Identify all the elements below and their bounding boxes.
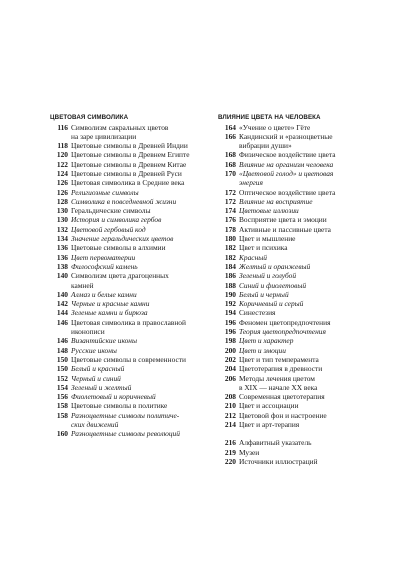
page-number: 122: [56, 159, 68, 169]
page-number: 164: [224, 122, 236, 132]
toc-entry: [50, 308, 208, 317]
entry-title: [239, 281, 378, 290]
entry-title-line: Синестезия: [239, 308, 276, 318]
entry-title-line: Феномен цветопредпочтения: [239, 317, 331, 327]
entry-title: [239, 215, 378, 224]
toc-entry: [218, 169, 378, 188]
toc-column-color-influence: [218, 113, 378, 466]
page-number: 146: [56, 336, 68, 346]
toc-entry: [50, 178, 208, 187]
toc-entry: [50, 197, 208, 206]
entry-title: [239, 123, 378, 132]
section-heading: ВЛИЯНИЕ ЦВЕТА НА ЧЕЛОВЕКА: [218, 114, 321, 121]
entry-title-line: энергия: [239, 178, 263, 188]
page-number: 190: [224, 289, 236, 299]
toc-entry: [218, 364, 378, 373]
entry-title: [239, 336, 378, 345]
entry-title-line: Цвет первоматерии: [71, 252, 136, 262]
toc-entry: [218, 197, 378, 206]
entry-title-line: Русские иконы: [71, 345, 117, 355]
entry-title: [71, 308, 208, 317]
toc-entry: [218, 308, 378, 317]
entry-title: [71, 123, 208, 142]
entry-title: [239, 420, 378, 429]
toc-entry: [218, 234, 378, 243]
toc-entry: [218, 253, 378, 262]
entry-title-line: Цветотерапия в древности: [239, 364, 323, 374]
toc-entry: [50, 392, 208, 401]
entry-title: [239, 374, 378, 393]
page-number: 156: [56, 392, 68, 402]
page-number: 140: [56, 289, 68, 299]
toc-entry: [50, 253, 208, 262]
toc-entry: [50, 318, 208, 337]
entry-title-line: Цвет и арт-терапия: [239, 420, 300, 429]
page-number: 214: [224, 420, 236, 429]
toc-column-color-symbolism: [50, 113, 208, 439]
toc-entry: [218, 225, 378, 234]
page-number: 124: [56, 168, 68, 178]
entry-title-line: Цвет и эмоции: [239, 345, 286, 355]
toc-entry: [218, 355, 378, 364]
entry-title-line: Зеленый и голубой: [239, 271, 297, 281]
entry-title-line: Теория цветопредпочтения: [239, 327, 326, 337]
entry-title: [239, 392, 378, 401]
toc-entry: [218, 290, 378, 299]
entry-title-line: Современная цветотерапия: [239, 392, 325, 402]
toc-entry: [218, 438, 378, 447]
entry-title: [71, 253, 208, 262]
entry-title: [239, 355, 378, 364]
toc-entry: [50, 206, 208, 215]
page-number: 136: [56, 243, 68, 253]
toc-entry: [50, 123, 208, 142]
entry-title-line: «Цветовой голод» и цветовая: [239, 168, 334, 178]
toc-entry: [218, 150, 378, 159]
entry-title: [239, 448, 378, 457]
entry-title-line: Цветовая символика в Средние века: [71, 178, 185, 188]
entry-title-line: Активные и пассивные цвета: [239, 224, 331, 234]
entry-title: [239, 411, 378, 420]
toc-entry: [218, 123, 378, 132]
entry-title-line: Влияние на восприятие: [239, 196, 313, 206]
entry-title-line: вибрации души»: [239, 141, 292, 151]
entry-title-line: иконописи: [71, 327, 105, 337]
page-number: 150: [56, 364, 68, 374]
entry-title: [239, 401, 378, 410]
entry-title: [71, 160, 208, 169]
toc-entry: [50, 429, 208, 438]
toc-entries: [50, 123, 208, 439]
toc-entry: [50, 346, 208, 355]
entry-title: [71, 262, 208, 271]
toc-entry: [218, 374, 378, 393]
entry-title: [71, 243, 208, 252]
page-number: 136: [56, 252, 68, 262]
toc-entry: [50, 225, 208, 234]
page-number: 186: [224, 271, 236, 281]
page-number: 216: [224, 438, 236, 448]
page-number: 180: [224, 234, 236, 244]
page-number: 126: [56, 187, 68, 197]
entry-title-line: Геральдические символы: [71, 206, 151, 216]
page-number: 138: [56, 261, 68, 271]
toc-entry: [50, 215, 208, 224]
page-number: 178: [224, 224, 236, 234]
entry-title-line: Цвет и ассоциации: [239, 401, 299, 411]
toc-entry: [50, 234, 208, 243]
entry-title: [239, 150, 378, 159]
entry-title-line: Символика в повседневной жизни: [71, 196, 177, 206]
entry-title-line: Византийские иконы: [71, 336, 137, 346]
toc-entry: [218, 420, 378, 429]
entry-title-line: в XIX — начале XX века: [239, 382, 318, 392]
entry-title-line: Алмаз и белые камни: [71, 289, 137, 299]
page-number: 146: [56, 317, 68, 327]
entry-title: [71, 355, 208, 364]
toc-entry: [218, 206, 378, 215]
page-number: 118: [57, 141, 68, 151]
toc-entry: [218, 448, 378, 457]
entry-title-line: Цветовые символы в Древнем Китае: [71, 159, 187, 169]
entry-title-line: Значение геральдических цветов: [71, 234, 174, 244]
entry-title-line: Цветовые символы в Древней Руси: [71, 168, 182, 178]
entry-title-line: Разноцветные символы революций: [71, 429, 180, 439]
toc-entry: [50, 401, 208, 410]
page-number: 212: [224, 410, 236, 420]
entry-title-line: Белый и черный: [239, 289, 289, 299]
toc-entry: [218, 262, 378, 271]
toc-entry: [50, 262, 208, 271]
entry-title: [239, 290, 378, 299]
entry-title: [71, 346, 208, 355]
entry-title: [71, 374, 208, 383]
entry-title: [71, 169, 208, 178]
entry-title-line: Философский камень: [71, 261, 138, 271]
entry-title: [71, 290, 208, 299]
page-number: 132: [56, 224, 68, 234]
entry-title: [71, 141, 208, 150]
entry-title-line: Зеленый и желтый: [71, 382, 132, 392]
entry-title-line: Музеи: [239, 447, 260, 457]
toc-entry: [218, 160, 378, 169]
entry-title-line: Физическое воздействие цвета: [239, 150, 336, 160]
entry-title-line: Восприятие цвета и эмоции: [239, 215, 327, 225]
entry-title: [71, 197, 208, 206]
toc-entry: [218, 318, 378, 327]
entry-title-line: Оптическое воздействие цвета: [239, 187, 336, 197]
toc-entry: [218, 401, 378, 410]
entry-title: [239, 160, 378, 169]
entry-title: [239, 253, 378, 262]
page-number: 182: [224, 243, 236, 253]
entry-title: [239, 438, 378, 447]
entry-title: [71, 318, 208, 337]
entry-title: [71, 429, 208, 438]
toc-entry: [50, 355, 208, 364]
entry-title: [71, 411, 208, 430]
entry-title-line: Цветовые символы в современности: [71, 354, 186, 364]
toc-entry: [218, 327, 378, 336]
toc-entry: [50, 160, 208, 169]
entry-title-line: Желтый и оранжевый: [239, 261, 311, 271]
entry-title-line: Черный и синий: [71, 373, 121, 383]
toc-entry: [50, 299, 208, 308]
entry-title-line: Религиозные символы: [71, 187, 139, 197]
toc-entries: [218, 123, 378, 430]
entry-title-line: Коричневый и серый: [239, 299, 304, 309]
entry-title: [71, 401, 208, 410]
entry-title-line: Цветовые иллюзии: [239, 206, 299, 216]
entry-title: [239, 318, 378, 327]
entry-title-line: Цветовой фон и настроение: [239, 410, 327, 420]
page-number: 188: [224, 280, 236, 290]
toc-entry: [218, 336, 378, 345]
toc-entry: [218, 346, 378, 355]
page-number: 182: [224, 252, 236, 262]
toc-entry: [218, 392, 378, 401]
entry-title: [239, 197, 378, 206]
entry-title: [239, 234, 378, 243]
page-number: 142: [56, 299, 68, 309]
page-number: 184: [224, 261, 236, 271]
toc-entry: [50, 271, 208, 290]
page-number: 208: [224, 392, 236, 402]
entry-title-line: Цвет и психика: [239, 243, 288, 253]
toc-entry: [50, 383, 208, 392]
entry-title: [71, 392, 208, 401]
entry-title-line: Цветовые символы в Древнем Египте: [71, 150, 190, 160]
page-number: 128: [56, 196, 68, 206]
page-number: 194: [224, 308, 236, 318]
page-number: 172: [224, 187, 236, 197]
toc-entry: [218, 271, 378, 280]
toc-entry: [50, 188, 208, 197]
entry-title-line: Влияние на организм человека: [239, 159, 334, 169]
entry-title: [71, 336, 208, 345]
page-number: 210: [224, 401, 236, 411]
entry-title-line: камней: [71, 280, 94, 290]
page-number: 148: [56, 345, 68, 355]
page-number: 176: [224, 215, 236, 225]
entry-title-line: Методы лечения цветом: [239, 373, 315, 383]
page-number: 140: [56, 271, 68, 281]
entry-title: [239, 262, 378, 271]
toc-entry: [50, 336, 208, 345]
entry-title: [239, 299, 378, 308]
page-number: 192: [224, 299, 236, 309]
entry-title: [239, 188, 378, 197]
entry-title: [239, 364, 378, 373]
toc-entry: [50, 141, 208, 150]
entry-title-line: Зеленые камни и бирюза: [71, 308, 148, 318]
entry-title: [239, 457, 378, 466]
entry-title-line: Источники иллюстраций: [239, 456, 318, 466]
toc-entry: [218, 243, 378, 252]
entry-title: [71, 271, 208, 290]
entry-title: [71, 215, 208, 224]
toc-entry: [218, 299, 378, 308]
entry-title-line: Символизм цвета драгоценных: [71, 271, 169, 281]
page-number: 130: [56, 215, 68, 225]
entry-title-line: Кандинский и «разноцветные: [239, 131, 333, 141]
page-number: 120: [56, 150, 68, 160]
entry-title: [239, 327, 378, 336]
page-number: 202: [224, 354, 236, 364]
entry-title: [239, 308, 378, 317]
section-heading: ЦВЕТОВАЯ СИМВОЛИКА: [50, 114, 129, 121]
page-number: 134: [56, 234, 68, 244]
page-number: 154: [56, 382, 68, 392]
entry-title-line: Цветовая символика в православной: [71, 317, 186, 327]
page-number: 168: [224, 159, 236, 169]
toc-entry: [218, 457, 378, 466]
page-number: 206: [224, 373, 236, 383]
page-number: 150: [56, 354, 68, 364]
toc-entry: [50, 374, 208, 383]
entry-title-line: Цвет и характер: [239, 336, 294, 346]
page-number: 219: [224, 447, 236, 457]
page-number: 130: [56, 206, 68, 216]
entry-title-line: Цвет и мышление: [239, 234, 296, 244]
entry-title: [71, 364, 208, 373]
entry-title: [71, 234, 208, 243]
toc-entry: [50, 243, 208, 252]
page-number: 126: [56, 178, 68, 188]
page-number: 152: [56, 373, 68, 383]
entry-title-line: Символизм сакральных цветов: [71, 122, 169, 132]
page-number: 196: [224, 317, 236, 327]
entry-title: [239, 169, 378, 188]
entry-title: [71, 178, 208, 187]
toc-entry: [50, 364, 208, 373]
entry-title: [239, 206, 378, 215]
entry-title-line: История и символика гербов: [71, 215, 162, 225]
toc-entry: [218, 132, 378, 151]
page-number: 160: [56, 429, 68, 439]
entry-title: [71, 299, 208, 308]
entry-title: [239, 271, 378, 280]
entry-title: [71, 150, 208, 159]
entry-title-line: Фиолетовый и коричневый: [71, 392, 156, 402]
page-number: 158: [56, 410, 68, 420]
entry-title-line: Цветовые символы в алхимии: [71, 243, 166, 253]
page-number: 144: [56, 308, 68, 318]
toc-entry: [50, 411, 208, 430]
page-number: 116: [57, 122, 68, 132]
entry-title: [239, 132, 378, 151]
toc-back-matter: [218, 438, 378, 466]
page-number: 220: [224, 456, 236, 466]
toc-entry: [218, 215, 378, 224]
page-number: 170: [224, 168, 236, 178]
toc-entry: [218, 411, 378, 420]
entry-title: [239, 346, 378, 355]
entry-title-line: Цветовые символы в политике: [71, 401, 168, 411]
toc-entry: [50, 169, 208, 178]
toc-entry: [50, 290, 208, 299]
entry-title-line: на заре цивилизации: [71, 131, 137, 141]
entry-title: [71, 225, 208, 234]
toc-entry: [50, 150, 208, 159]
toc-entry: [218, 188, 378, 197]
entry-title: [71, 188, 208, 197]
page-number: 172: [224, 196, 236, 206]
page-number: 168: [224, 150, 236, 160]
page-number: 204: [224, 364, 236, 374]
entry-title-line: Разноцветные символы политиче-: [71, 410, 180, 420]
entry-title-line: Черные и красные камни: [71, 299, 150, 309]
toc-entry: [218, 281, 378, 290]
entry-title-line: Цветовой гербовый код: [71, 224, 146, 234]
page-number: 198: [224, 336, 236, 346]
entry-title: [239, 225, 378, 234]
entry-title-line: Синий и фиолетовый: [239, 280, 307, 290]
entry-title: [239, 243, 378, 252]
entry-title-line: ских движений: [71, 420, 119, 429]
entry-title-line: Красный: [239, 252, 267, 262]
entry-title: [71, 383, 208, 392]
page-number: 196: [224, 327, 236, 337]
page-number: 166: [224, 131, 236, 141]
entry-title-line: «Учение о цвете» Гёте: [239, 122, 311, 132]
spacer: [218, 429, 378, 438]
page-number: 174: [224, 206, 236, 216]
page-number: 200: [224, 345, 236, 355]
entry-title-line: Белый и красный: [71, 364, 125, 374]
entry-title-line: Алфавитный указатель: [239, 438, 312, 448]
entry-title: [71, 206, 208, 215]
entry-title-line: Цвет и тип темперамента: [239, 354, 319, 364]
entry-title-line: Цветовые символы в Древней Индии: [71, 141, 188, 151]
page-number: 158: [56, 401, 68, 411]
